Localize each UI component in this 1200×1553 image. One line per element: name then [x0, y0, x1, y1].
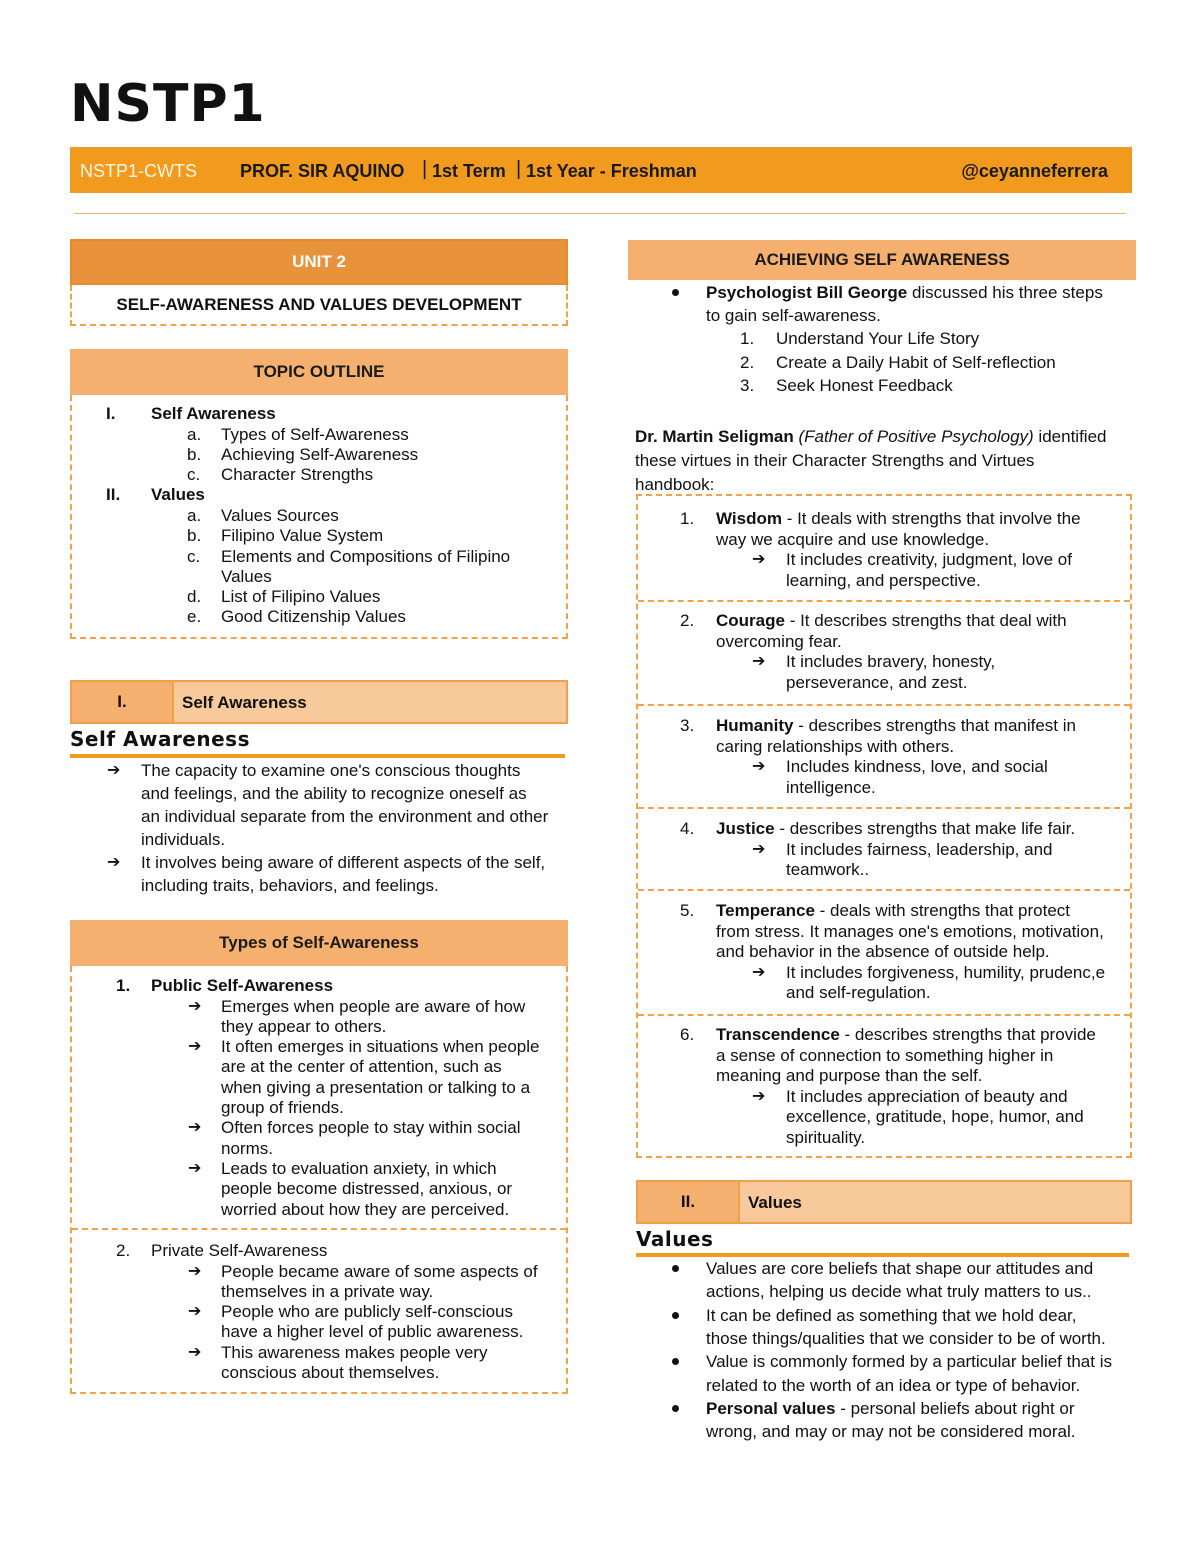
values-bold: Personal values — [706, 1398, 836, 1418]
virtue-divider — [638, 600, 1130, 602]
values-text: wrong, and may or may not be considered moral. — [706, 1422, 1076, 1442]
virtue-desc: from stress. It manages one's emotions, motivation, — [716, 921, 1104, 941]
right-arrow-icon: ➔ — [188, 997, 202, 1015]
self-awareness-subtitle: Self Awareness — [70, 727, 250, 751]
private-point-text: People who are publicly self-conscious — [221, 1302, 513, 1322]
virtue-number: 4. — [680, 819, 695, 838]
seligman-text: handbook: — [635, 475, 715, 494]
bullet-icon — [672, 1265, 679, 1272]
virtue-sep: - — [781, 509, 798, 528]
outline-item: List of Filipino Values — [221, 587, 381, 607]
virtue-sep: - — [784, 611, 801, 630]
bullet-icon — [672, 289, 679, 296]
achieving-lead-line — [706, 282, 1103, 303]
virtue-includes: intelligence. — [786, 777, 876, 797]
public-point-text: It often emerges in situations when people — [221, 1037, 540, 1057]
private-number: 2. — [116, 1241, 131, 1260]
topic-outline-heading: TOPIC OUTLINE — [70, 349, 568, 395]
outline-item: Achieving Self-Awareness — [221, 444, 419, 464]
virtue-name: Temperance — [716, 901, 815, 920]
subtitle-underline — [636, 1253, 1129, 1257]
unit-title: SELF-AWARENESS AND VALUES DEVELOPMENT — [116, 295, 522, 314]
virtue-number: 6. — [680, 1025, 695, 1044]
psychologist-name: Psychologist Bill George — [706, 283, 908, 302]
outline-section-number: I. — [106, 404, 116, 423]
header-banner — [70, 147, 1132, 193]
outline-item-letter: b. — [187, 526, 202, 546]
virtue-desc: caring relationships with others. — [716, 736, 955, 756]
self-awareness-text: It involves being aware of different aspects of the self, — [141, 853, 546, 872]
virtue-sep: - — [793, 716, 809, 735]
outline-item-letter: e. — [187, 607, 202, 627]
section-number: I. — [72, 682, 174, 722]
achieving-lead: to gain self-awareness. — [706, 306, 881, 325]
virtue-includes: perseverance, and zest. — [786, 672, 968, 692]
virtue-divider — [638, 704, 1130, 706]
private-point-text: themselves in a private way. — [221, 1281, 434, 1301]
private-title: Private Self-Awareness — [151, 1241, 328, 1260]
virtue-includes: learning, and perspective. — [786, 570, 981, 590]
self-awareness-text: The capacity to examine one's conscious thoughts — [141, 761, 521, 780]
right-arrow-icon: ➔ — [188, 1303, 202, 1321]
virtue-includes: It includes fairness, leadership, and — [786, 839, 1053, 859]
virtue-line — [716, 715, 1076, 736]
virtue-desc: describes strengths that manifest in — [808, 716, 1076, 735]
virtue-desc: meaning and purpose than the self. — [716, 1066, 983, 1086]
subtitle-underline — [70, 754, 565, 758]
right-arrow-icon: ➔ — [752, 758, 766, 776]
right-arrow-icon: ➔ — [188, 1159, 202, 1177]
values-subtitle: Values — [636, 1227, 714, 1251]
achieving-lead: discussed his three steps — [907, 283, 1103, 302]
right-arrow-icon: ➔ — [752, 963, 766, 981]
public-number: 1. — [116, 976, 131, 995]
self-awareness-text: and feelings, and the ability to recognize oneself as — [141, 784, 527, 803]
virtue-line — [716, 900, 1070, 921]
virtue-desc: describes strengths that provide — [854, 1025, 1096, 1044]
public-point-text: Leads to evaluation anxiety, in which — [221, 1158, 497, 1178]
year-level: 1st Year - Freshman — [526, 161, 697, 181]
values-text: actions, helping us decide what truly matters to us.. — [706, 1282, 1092, 1302]
bullet-icon — [672, 1358, 679, 1365]
unit-label: UNIT 2 — [70, 239, 568, 285]
virtue-number: 3. — [680, 716, 695, 735]
bullet-icon — [672, 1312, 679, 1319]
section-label: Self Awareness — [182, 693, 307, 712]
values-text: It can be defined as something that we hold dear, — [706, 1305, 1077, 1325]
virtue-number: 2. — [680, 611, 695, 630]
virtue-desc: deals with strengths that protect — [830, 901, 1071, 920]
right-arrow-icon: ➔ — [188, 1343, 202, 1361]
virtue-sep: - — [839, 1025, 855, 1044]
right-arrow-icon: ➔ — [752, 1087, 766, 1105]
step-number: 1. — [740, 329, 755, 348]
section-label: Values — [748, 1193, 802, 1212]
right-arrow-icon: ➔ — [188, 1262, 202, 1280]
virtue-divider — [638, 807, 1130, 809]
outline-item-letter: b. — [187, 444, 202, 464]
document-title: NSTP1 — [70, 74, 266, 134]
virtue-includes: It includes appreciation of beauty and — [786, 1086, 1068, 1106]
virtue-name: Justice — [716, 819, 775, 838]
types-heading: Types of Self-Awareness — [70, 920, 568, 966]
virtue-includes: excellence, gratitude, hope, humor, and — [786, 1107, 1084, 1127]
course-code: NSTP1-CWTS — [80, 161, 197, 181]
seligman-role: (Father of Positive Psychology) — [798, 427, 1034, 446]
outline-item: Values Sources — [221, 505, 339, 525]
virtue-name: Humanity — [716, 716, 794, 735]
step-text: Seek Honest Feedback — [776, 376, 953, 395]
values-line — [706, 1398, 1075, 1419]
seligman-name: Dr. Martin Seligman — [635, 427, 794, 446]
types-box — [70, 966, 568, 1394]
public-point-text: Often forces people to stay within social — [221, 1118, 521, 1138]
seligman-text: identified — [1033, 427, 1107, 446]
outline-item-letter: d. — [187, 587, 202, 607]
virtue-desc: way we acquire and use knowledge. — [716, 529, 990, 549]
outline-item-letter: c. — [187, 465, 201, 485]
section-number: II. — [638, 1182, 740, 1222]
private-point-text: This awareness makes people very — [221, 1342, 488, 1362]
outline-item: Types of Self-Awareness — [221, 424, 409, 444]
right-arrow-icon: ➔ — [752, 653, 766, 671]
professor: PROF. SIR AQUINO — [240, 161, 405, 181]
divider-bar: | — [422, 158, 428, 180]
outline-section-title: Self Awareness — [151, 404, 276, 423]
public-point-text: are at the center of attention, such as — [221, 1057, 502, 1077]
self-awareness-text: including traits, behaviors, and feelings. — [141, 876, 439, 895]
virtues-box — [636, 494, 1132, 1158]
right-arrow-icon: ➔ — [752, 551, 766, 569]
virtue-line — [716, 610, 1067, 631]
virtue-desc: It describes strengths that deal with — [800, 611, 1067, 630]
private-point-text: conscious about themselves. — [221, 1363, 440, 1382]
virtue-line — [716, 818, 1075, 839]
virtue-divider — [638, 1014, 1130, 1016]
outline-item-letter: a. — [187, 505, 202, 525]
private-point-text: have a higher level of public awareness. — [221, 1322, 524, 1342]
virtue-includes: spirituality. — [786, 1128, 866, 1147]
outline-section-number: II. — [106, 485, 121, 505]
values-text: Value is commonly formed by a particular belief that is — [706, 1352, 1112, 1372]
virtue-name: Courage — [716, 611, 785, 630]
virtue-line — [716, 508, 1081, 529]
step-number: 2. — [740, 352, 755, 372]
header-rule — [74, 213, 1126, 214]
virtue-sep: - — [774, 819, 790, 838]
right-arrow-icon: ➔ — [188, 1119, 202, 1137]
public-point-text: group of friends. — [221, 1098, 344, 1117]
virtue-includes: It includes bravery, honesty, — [786, 652, 996, 672]
virtue-includes: Includes kindness, love, and social — [786, 757, 1048, 777]
term: 1st Term — [432, 161, 506, 181]
outline-item: Filipino Value System — [221, 526, 384, 546]
virtue-divider — [638, 889, 1130, 891]
virtue-includes: It includes creativity, judgment, love of — [786, 550, 1072, 570]
virtue-desc: It deals with strengths that involve the — [797, 509, 1081, 528]
step-text: Understand Your Life Story — [776, 329, 980, 348]
right-arrow-icon: ➔ — [188, 1038, 202, 1056]
public-point-text: worried about how they are perceived. — [221, 1199, 510, 1219]
virtue-name: Transcendence — [716, 1025, 840, 1044]
values-text: those things/qualities that we consider to be of worth. — [706, 1328, 1106, 1348]
step-text: Create a Daily Habit of Self-reflection — [776, 352, 1056, 372]
section-header-self-awareness — [70, 680, 568, 724]
seligman-line — [635, 426, 1106, 447]
virtue-desc: and behavior in the absence of outside help. — [716, 942, 1050, 962]
self-awareness-text: individuals. — [141, 830, 226, 849]
unit-title-box — [70, 285, 568, 326]
outline-item: Character Strengths — [221, 465, 374, 485]
virtue-includes: teamwork.. — [786, 860, 870, 880]
section-header-values — [636, 1180, 1132, 1224]
bullet-icon — [672, 1405, 679, 1412]
outline-section-title: Values — [151, 485, 205, 505]
virtue-number: 5. — [680, 901, 695, 920]
virtue-includes: It includes forgiveness, humility, prudenc,e — [786, 962, 1106, 982]
author-handle: @ceyanneferrera — [961, 161, 1108, 181]
divider-bar: | — [516, 158, 522, 180]
outline-item-letter: c. — [187, 546, 201, 566]
private-point-text: People became aware of some aspects of — [221, 1261, 538, 1281]
right-arrow-icon: ➔ — [752, 840, 766, 858]
achieving-heading: ACHIEVING SELF AWARENESS — [628, 240, 1136, 280]
topic-outline-box — [70, 395, 568, 639]
virtue-name: Wisdom — [716, 509, 782, 528]
virtue-line — [716, 1024, 1096, 1045]
step-number: 3. — [740, 376, 755, 395]
seligman-text: these virtues in their Character Strengths and Virtues — [635, 451, 1035, 470]
virtue-number: 1. — [680, 509, 695, 528]
public-title: Public Self-Awareness — [151, 976, 334, 995]
outline-item-letter: a. — [187, 424, 202, 444]
public-point-text: norms. — [221, 1138, 273, 1158]
values-text: - personal beliefs about right or — [835, 1398, 1075, 1418]
outline-item: Elements and Compositions of Filipino — [221, 546, 511, 566]
right-arrow-icon: ➔ — [107, 762, 121, 779]
types-divider — [72, 1228, 566, 1230]
virtue-includes: and self-regulation. — [786, 983, 931, 1003]
public-point-text: when giving a presentation or talking to a — [221, 1077, 531, 1097]
virtue-sep: - — [814, 901, 831, 920]
values-text: related to the worth of an idea or type of behavior. — [706, 1375, 1081, 1395]
right-arrow-icon: ➔ — [107, 854, 121, 871]
virtue-desc: describes strengths that make life fair. — [789, 819, 1076, 838]
outline-item: Values — [221, 566, 272, 586]
public-point-text: Emerges when people are aware of how — [221, 996, 526, 1016]
virtue-desc: a sense of connection to something higher in — [716, 1045, 1054, 1065]
virtue-desc: overcoming fear. — [716, 631, 842, 651]
public-point-text: people become distressed, anxious, or — [221, 1179, 513, 1199]
values-text: Values are core beliefs that shape our attitudes and — [706, 1259, 1094, 1278]
self-awareness-text: an individual separate from the environment and other — [141, 807, 549, 826]
public-point-text: they appear to others. — [221, 1016, 387, 1036]
outline-item: Good Citizenship Values — [221, 607, 406, 627]
